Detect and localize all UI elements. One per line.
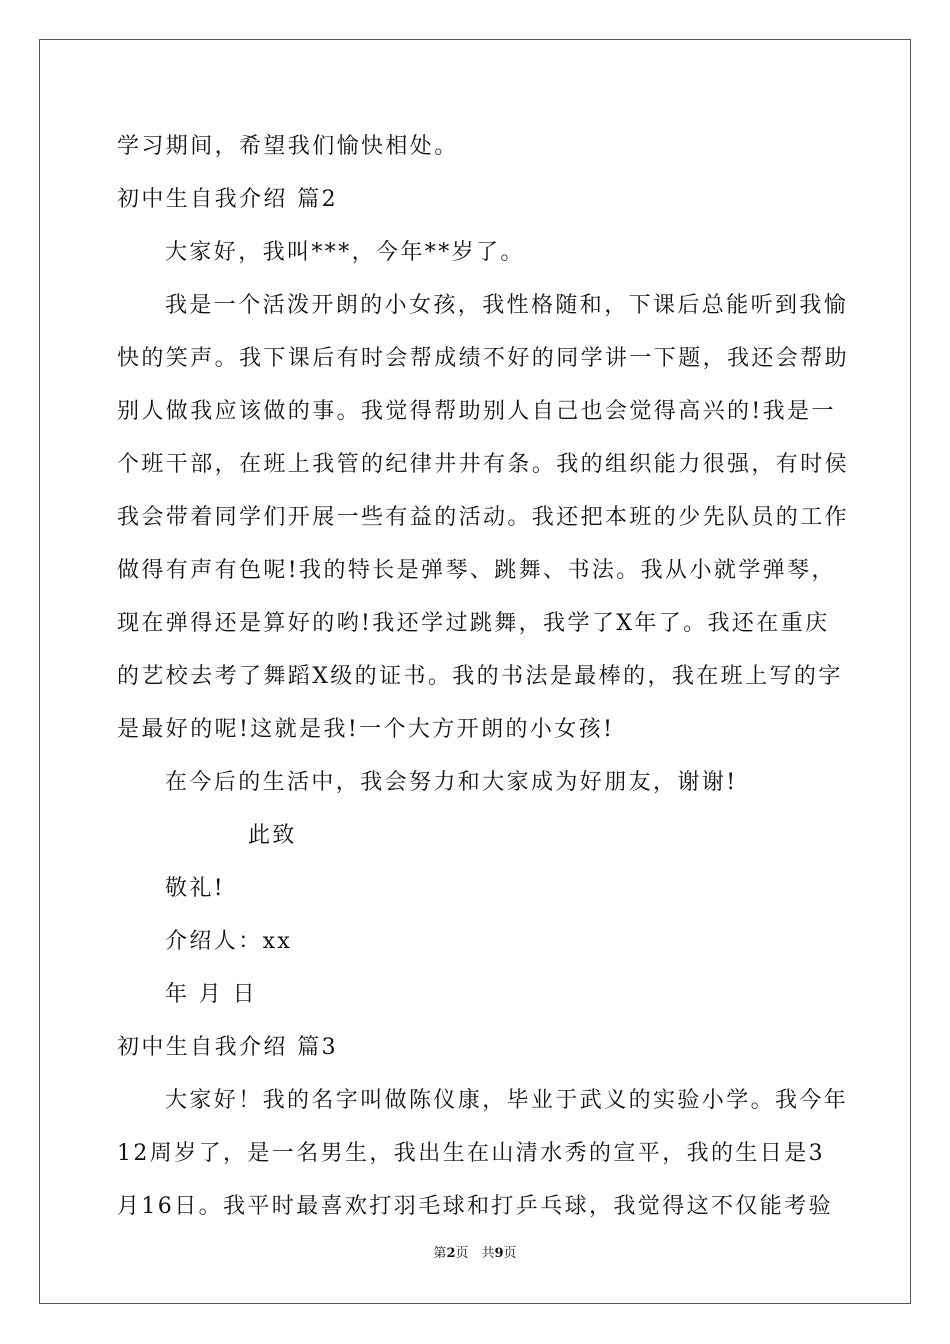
introducer-line: 介绍人：xx bbox=[165, 929, 293, 954]
paragraph-line: 12周岁了，是一名男生，我出生在山清水秀的宣平，我的生日是3 bbox=[117, 1141, 825, 1166]
text-line-closing: 学习期间，希望我们愉快相处。 bbox=[117, 134, 459, 159]
paragraph-line: 的艺校去考了舞蹈X级的证书。我的书法是最棒的，我在班上写的字 bbox=[117, 664, 843, 689]
paragraph-line: 别人做我应该做的事。我觉得帮助别人自己也会觉得高兴的!我是一 bbox=[117, 399, 836, 424]
section-heading-2: 初中生自我介绍 篇2 bbox=[117, 187, 338, 212]
greeting-line: 大家好，我叫***，今年**岁了。 bbox=[165, 240, 525, 265]
total-pages-number: 9 bbox=[494, 1246, 504, 1261]
paragraph-line: 是最好的呢!这就是我!一个大方开朗的小女孩! bbox=[117, 717, 615, 742]
paragraph-line: 在今后的生活中，我会努力和大家成为好朋友，谢谢! bbox=[165, 770, 738, 795]
current-page-number: 2 bbox=[446, 1246, 456, 1261]
date-line: 年 月 日 bbox=[165, 982, 257, 1007]
page-footer bbox=[0, 1246, 950, 1262]
footer-prefix: 第 bbox=[433, 1246, 447, 1261]
section-heading-3: 初中生自我介绍 篇3 bbox=[117, 1035, 338, 1060]
salutation-jingli: 敬礼! bbox=[165, 876, 226, 901]
paragraph-line: 我会带着同学们开展一些有益的活动。我还把本班的少先队员的工作 bbox=[117, 505, 850, 530]
paragraph-line: 月16日。我平时最喜欢打羽毛球和打乒乓球，我觉得这不仅能考验 bbox=[117, 1194, 833, 1219]
paragraph-line: 现在弹得还是算好的哟!我还学过跳舞，我学了X年了。我还在重庆 bbox=[117, 611, 830, 636]
footer-suffix: 页 bbox=[503, 1246, 517, 1261]
footer-middle: 页 共 bbox=[455, 1246, 495, 1261]
salutation-cizhi: 此致 bbox=[248, 823, 297, 848]
paragraph-line: 做得有声有色呢!我的特长是弹琴、跳舞、书法。我从小就学弹琴， bbox=[117, 558, 836, 583]
paragraph-line: 快的笑声。我下课后有时会帮成绩不好的同学讲一下题，我还会帮助 bbox=[117, 346, 850, 371]
paragraph-line: 我是一个活泼开朗的小女孩，我性格随和，下课后总能听到我愉 bbox=[165, 293, 849, 318]
paragraph-line: 个班干部，在班上我管的纪律井井有条。我的组织能力很强，有时侯 bbox=[117, 452, 850, 477]
paragraph-line: 大家好！我的名字叫做陈仪康，毕业于武义的实验小学。我今年 bbox=[165, 1088, 849, 1113]
